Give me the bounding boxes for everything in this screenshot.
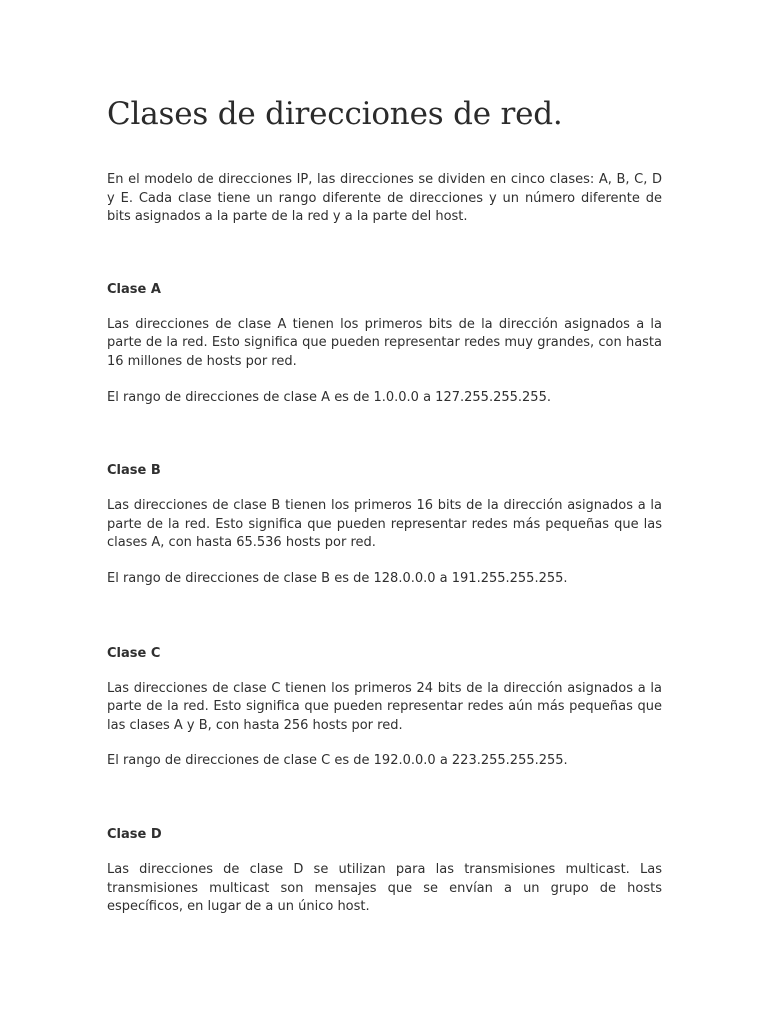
section-description: Las direcciones de clase B tienen los primeros 16 bits de la dirección asignados a la parte de la red. Esto significa que pueden representar redes más pequeñas que las clases A, con hasta 65.536 hosts por red. [107,498,662,551]
section-heading: Clase C [107,645,161,661]
intro-paragraph: En el modelo de direcciones IP, las direcciones se dividen en cinco clases: A, B, C, D y E. Cada clase tiene un rango diferente de direcciones y un número diferente de bits asignados a la parte de la red y a la parte del host. [107,172,662,225]
section-description: Las direcciones de clase A tienen los primeros bits de la dirección asignados a la parte de la red. Esto significa que pueden representar redes muy grandes, con hasta 16 millones de hosts por red. [107,316,662,369]
section-range: El rango de direcciones de clase B es de 128.0.0.0 a 191.255.255.255. [107,570,568,586]
section-description: Las direcciones de clase D se utilizan para las transmisiones multicast. Las transmisiones multicast son mensajes que se envían a un grupo de hosts específicos, en lugar de a un único host. [107,861,662,915]
section-range: El rango de direcciones de clase C es de 192.0.0.0 a 223.255.255.255. [107,753,568,769]
section-clase-d [107,826,662,917]
page-title: Clases de direcciones de red. [107,96,563,132]
section-description: Las direcciones de clase C tienen los primeros 24 bits de la dirección asignados a la parte de la red. Esto significa que pueden representar redes aún más pequeñas que las clases A y B, con hasta 256 hosts por red. [107,680,662,733]
section-clase-a [107,281,662,407]
section-clase-c [107,645,662,771]
section-heading: Clase D [107,826,162,842]
section-range: El rango de direcciones de clase A es de 1.0.0.0 a 127.255.255.255. [107,389,551,405]
section-heading: Clase B [107,463,161,479]
document-body [107,94,662,917]
section-clase-b [107,462,662,588]
section-heading: Clase A [107,281,161,297]
